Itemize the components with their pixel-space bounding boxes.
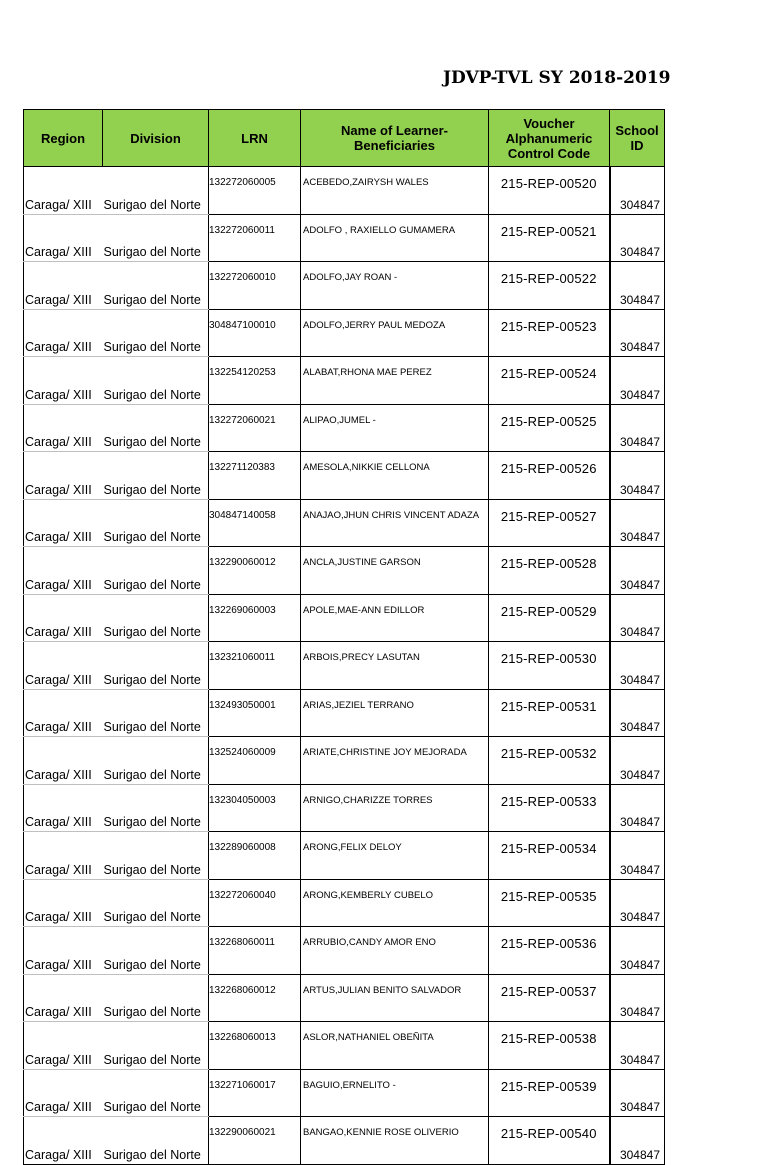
learner-name-cell: BAGUIO,ERNELITO - bbox=[301, 1069, 489, 1117]
learner-name-cell: AMESOLA,NIKKIE CELLONA bbox=[301, 452, 489, 500]
learner-name-cell: ADOLFO,JAY ROAN - bbox=[301, 262, 489, 310]
region-cell: Caraga/ XIII bbox=[24, 262, 103, 310]
voucher-code-cell: 215-REP-00526 bbox=[489, 452, 610, 500]
voucher-code-cell: 215-REP-00532 bbox=[489, 737, 610, 785]
division-cell: Surigao del Norte bbox=[103, 927, 209, 975]
region-cell: Caraga/ XIII bbox=[24, 594, 103, 642]
learner-name-cell: ALIPAO,JUMEL - bbox=[301, 404, 489, 452]
voucher-code-cell: 215-REP-00524 bbox=[489, 357, 610, 405]
beneficiaries-table bbox=[23, 109, 665, 1165]
table-row bbox=[24, 214, 665, 262]
voucher-code-cell: 215-REP-00534 bbox=[489, 832, 610, 880]
school-id-cell: 304847 bbox=[610, 214, 665, 262]
school-id-cell: 304847 bbox=[610, 927, 665, 975]
table-row bbox=[24, 262, 665, 310]
header-school-id: School ID bbox=[610, 110, 665, 167]
school-id-cell: 304847 bbox=[610, 974, 665, 1022]
school-id-cell: 304847 bbox=[610, 737, 665, 785]
region-cell: Caraga/ XIII bbox=[24, 404, 103, 452]
voucher-code-cell: 215-REP-00521 bbox=[489, 214, 610, 262]
learner-name-cell: ARONG,KEMBERLY CUBELO bbox=[301, 879, 489, 927]
school-id-cell: 304847 bbox=[610, 689, 665, 737]
lrn-cell: 132272060011 bbox=[209, 214, 301, 262]
region-cell: Caraga/ XIII bbox=[24, 357, 103, 405]
lrn-cell: 132272060010 bbox=[209, 262, 301, 310]
learner-name-cell: ARIAS,JEZIEL TERRANO bbox=[301, 689, 489, 737]
division-cell: Surigao del Norte bbox=[103, 357, 209, 405]
school-id-cell: 304847 bbox=[610, 262, 665, 310]
table-row bbox=[24, 404, 665, 452]
region-cell: Caraga/ XIII bbox=[24, 309, 103, 357]
voucher-code-cell: 215-REP-00539 bbox=[489, 1069, 610, 1117]
table-header bbox=[24, 110, 665, 167]
voucher-code-cell: 215-REP-00520 bbox=[489, 167, 610, 215]
region-cell: Caraga/ XIII bbox=[24, 974, 103, 1022]
voucher-code-cell: 215-REP-00529 bbox=[489, 594, 610, 642]
learner-name-cell: ASLOR,NATHANIEL OBEÑITA bbox=[301, 1022, 489, 1070]
region-cell: Caraga/ XIII bbox=[24, 547, 103, 595]
learner-name-cell: ARONG,FELIX DELOY bbox=[301, 832, 489, 880]
lrn-cell: 132268060012 bbox=[209, 974, 301, 1022]
lrn-cell: 132268060013 bbox=[209, 1022, 301, 1070]
lrn-cell: 132269060003 bbox=[209, 594, 301, 642]
region-cell: Caraga/ XIII bbox=[24, 737, 103, 785]
table-row bbox=[24, 832, 665, 880]
header-division: Division bbox=[103, 110, 209, 167]
region-cell: Caraga/ XIII bbox=[24, 452, 103, 500]
table-row bbox=[24, 309, 665, 357]
division-cell: Surigao del Norte bbox=[103, 784, 209, 832]
region-cell: Caraga/ XIII bbox=[24, 689, 103, 737]
school-id-cell: 304847 bbox=[610, 1117, 665, 1165]
school-id-cell: 304847 bbox=[610, 832, 665, 880]
header-voucher-code: Voucher Alphanumeric Control Code bbox=[489, 110, 610, 167]
table-row bbox=[24, 737, 665, 785]
learner-name-cell: ANAJAO,JHUN CHRIS VINCENT ADAZA bbox=[301, 499, 489, 547]
voucher-code-cell: 215-REP-00533 bbox=[489, 784, 610, 832]
voucher-code-cell: 215-REP-00525 bbox=[489, 404, 610, 452]
division-cell: Surigao del Norte bbox=[103, 214, 209, 262]
school-id-cell: 304847 bbox=[610, 594, 665, 642]
lrn-cell: 132254120253 bbox=[209, 357, 301, 405]
school-id-cell: 304847 bbox=[610, 499, 665, 547]
school-id-cell: 304847 bbox=[610, 357, 665, 405]
school-id-cell: 304847 bbox=[610, 404, 665, 452]
table-row bbox=[24, 927, 665, 975]
lrn-cell: 132268060011 bbox=[209, 927, 301, 975]
voucher-code-cell: 215-REP-00530 bbox=[489, 642, 610, 690]
region-cell: Caraga/ XIII bbox=[24, 879, 103, 927]
lrn-cell: 132321060011 bbox=[209, 642, 301, 690]
school-id-cell: 304847 bbox=[610, 642, 665, 690]
table-row bbox=[24, 357, 665, 405]
division-cell: Surigao del Norte bbox=[103, 547, 209, 595]
school-id-cell: 304847 bbox=[610, 1069, 665, 1117]
division-cell: Surigao del Norte bbox=[103, 689, 209, 737]
division-cell: Surigao del Norte bbox=[103, 594, 209, 642]
region-cell: Caraga/ XIII bbox=[24, 642, 103, 690]
voucher-code-cell: 215-REP-00528 bbox=[489, 547, 610, 595]
voucher-code-cell: 215-REP-00523 bbox=[489, 309, 610, 357]
division-cell: Surigao del Norte bbox=[103, 1117, 209, 1165]
school-id-cell: 304847 bbox=[610, 309, 665, 357]
school-id-cell: 304847 bbox=[610, 452, 665, 500]
page-title: JDVP-TVL SY 2018-2019 bbox=[443, 68, 671, 88]
learner-name-cell: ARBOIS,PRECY LASUTAN bbox=[301, 642, 489, 690]
learner-name-cell: ARRUBIO,CANDY AMOR ENO bbox=[301, 927, 489, 975]
learner-name-cell: ANCLA,JUSTINE GARSON bbox=[301, 547, 489, 595]
lrn-cell: 132290060021 bbox=[209, 1117, 301, 1165]
lrn-cell: 132493050001 bbox=[209, 689, 301, 737]
table-row bbox=[24, 689, 665, 737]
division-cell: Surigao del Norte bbox=[103, 642, 209, 690]
learner-name-cell: ADOLFO,JERRY PAUL MEDOZA bbox=[301, 309, 489, 357]
table-row bbox=[24, 974, 665, 1022]
region-cell: Caraga/ XIII bbox=[24, 499, 103, 547]
region-cell: Caraga/ XIII bbox=[24, 927, 103, 975]
voucher-code-cell: 215-REP-00538 bbox=[489, 1022, 610, 1070]
lrn-cell: 132289060008 bbox=[209, 832, 301, 880]
voucher-code-cell: 215-REP-00535 bbox=[489, 879, 610, 927]
school-id-cell: 304847 bbox=[610, 167, 665, 215]
lrn-cell: 132272060005 bbox=[209, 167, 301, 215]
region-cell: Caraga/ XIII bbox=[24, 1022, 103, 1070]
division-cell: Surigao del Norte bbox=[103, 832, 209, 880]
table-row bbox=[24, 784, 665, 832]
lrn-cell: 304847140058 bbox=[209, 499, 301, 547]
learner-name-cell: ACEBEDO,ZAIRYSH WALES bbox=[301, 167, 489, 215]
school-id-cell: 304847 bbox=[610, 547, 665, 595]
lrn-cell: 132304050003 bbox=[209, 784, 301, 832]
voucher-code-cell: 215-REP-00531 bbox=[489, 689, 610, 737]
division-cell: Surigao del Norte bbox=[103, 262, 209, 310]
region-cell: Caraga/ XIII bbox=[24, 1117, 103, 1165]
division-cell: Surigao del Norte bbox=[103, 167, 209, 215]
table-row bbox=[24, 1117, 665, 1165]
lrn-cell: 132272060021 bbox=[209, 404, 301, 452]
learner-name-cell: BANGAO,KENNIE ROSE OLIVERIO bbox=[301, 1117, 489, 1165]
region-cell: Caraga/ XIII bbox=[24, 214, 103, 262]
lrn-cell: 304847100010 bbox=[209, 309, 301, 357]
table-row bbox=[24, 547, 665, 595]
division-cell: Surigao del Norte bbox=[103, 452, 209, 500]
division-cell: Surigao del Norte bbox=[103, 1069, 209, 1117]
table-row bbox=[24, 167, 665, 215]
lrn-cell: 132272060040 bbox=[209, 879, 301, 927]
division-cell: Surigao del Norte bbox=[103, 499, 209, 547]
school-id-cell: 304847 bbox=[610, 879, 665, 927]
table-row bbox=[24, 499, 665, 547]
lrn-cell: 132290060012 bbox=[209, 547, 301, 595]
lrn-cell: 132271060017 bbox=[209, 1069, 301, 1117]
division-cell: Surigao del Norte bbox=[103, 404, 209, 452]
lrn-cell: 132524060009 bbox=[209, 737, 301, 785]
learner-name-cell: ARIATE,CHRISTINE JOY MEJORADA bbox=[301, 737, 489, 785]
header-lrn: LRN bbox=[209, 110, 301, 167]
division-cell: Surigao del Norte bbox=[103, 309, 209, 357]
learner-name-cell: ARNIGO,CHARIZZE TORRES bbox=[301, 784, 489, 832]
header-row bbox=[24, 110, 665, 167]
region-cell: Caraga/ XIII bbox=[24, 167, 103, 215]
region-cell: Caraga/ XIII bbox=[24, 784, 103, 832]
voucher-code-cell: 215-REP-00527 bbox=[489, 499, 610, 547]
division-cell: Surigao del Norte bbox=[103, 1022, 209, 1070]
voucher-code-cell: 215-REP-00537 bbox=[489, 974, 610, 1022]
learner-name-cell: ADOLFO , RAXIELLO GUMAMERA bbox=[301, 214, 489, 262]
table-row bbox=[24, 1022, 665, 1070]
division-cell: Surigao del Norte bbox=[103, 879, 209, 927]
school-id-cell: 304847 bbox=[610, 784, 665, 832]
learner-name-cell: ARTUS,JULIAN BENITO SALVADOR bbox=[301, 974, 489, 1022]
table-row bbox=[24, 879, 665, 927]
lrn-cell: 132271120383 bbox=[209, 452, 301, 500]
table-row bbox=[24, 642, 665, 690]
table-row bbox=[24, 1069, 665, 1117]
table-body bbox=[24, 167, 665, 1165]
school-id-cell: 304847 bbox=[610, 1022, 665, 1070]
learner-name-cell: ALABAT,RHONA MAE PEREZ bbox=[301, 357, 489, 405]
region-cell: Caraga/ XIII bbox=[24, 832, 103, 880]
header-learner-name: Name of Learner-Beneficiaries bbox=[301, 110, 489, 167]
voucher-code-cell: 215-REP-00540 bbox=[489, 1117, 610, 1165]
division-cell: Surigao del Norte bbox=[103, 737, 209, 785]
table-row bbox=[24, 452, 665, 500]
voucher-code-cell: 215-REP-00536 bbox=[489, 927, 610, 975]
voucher-code-cell: 215-REP-00522 bbox=[489, 262, 610, 310]
region-cell: Caraga/ XIII bbox=[24, 1069, 103, 1117]
division-cell: Surigao del Norte bbox=[103, 974, 209, 1022]
table-row bbox=[24, 594, 665, 642]
header-region: Region bbox=[24, 110, 103, 167]
learner-name-cell: APOLE,MAE-ANN EDILLOR bbox=[301, 594, 489, 642]
